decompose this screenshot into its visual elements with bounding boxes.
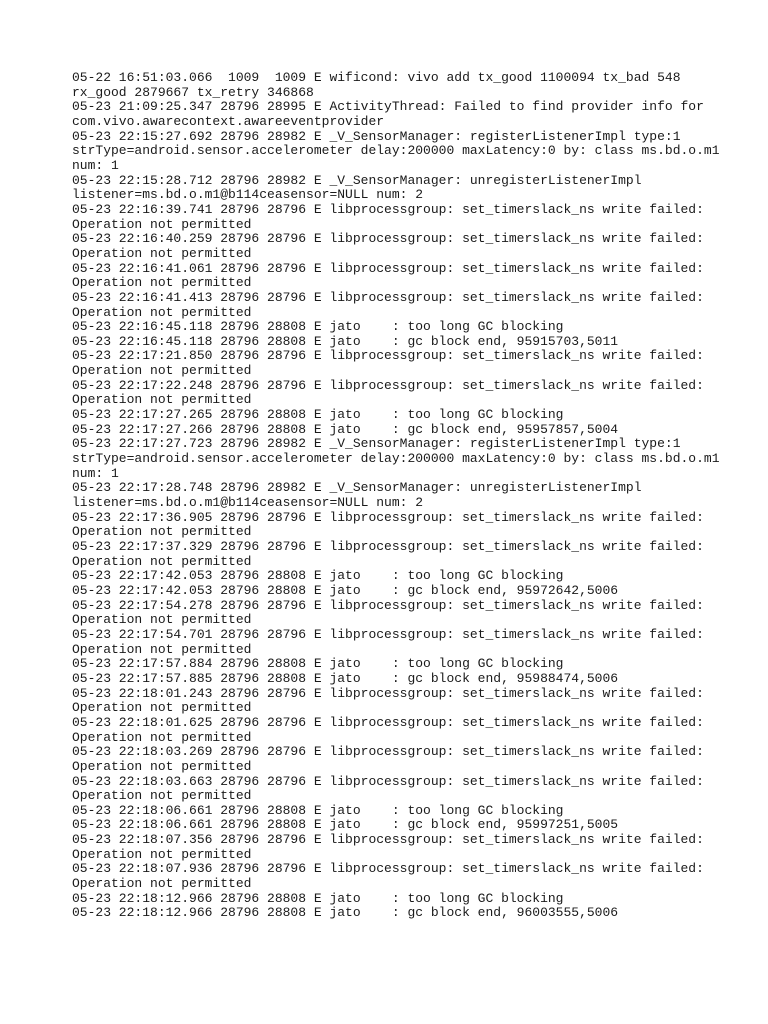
log-line: 05-23 22:16:41.061 28796 28796 E libprocessgroup: set_timerslack_ns write failed: <box>72 260 704 276</box>
log-line: Operation not permitted <box>72 612 252 628</box>
log-line: Operation not permitted <box>72 700 252 716</box>
log-line: 05-23 22:17:54.278 28796 28796 E libprocessgroup: set_timerslack_ns write failed: <box>72 597 704 613</box>
log-line: 05-23 22:18:01.243 28796 28796 E libprocessgroup: set_timerslack_ns write failed: <box>72 685 704 701</box>
log-line: 05-23 22:17:27.265 28796 28808 E jato : too long GC blocking <box>72 407 564 423</box>
log-line: Operation not permitted <box>72 758 252 774</box>
log-line: Operation not permitted <box>72 363 252 379</box>
log-line: 05-23 22:17:42.053 28796 28808 E jato : too long GC blocking <box>72 568 564 584</box>
log-line: Operation not permitted <box>72 641 252 657</box>
log-line: num: 1 <box>72 465 119 481</box>
log-line: 05-23 22:18:03.663 28796 28796 E libprocessgroup: set_timerslack_ns write failed: <box>72 773 704 789</box>
log-line: 05-23 22:16:45.118 28796 28808 E jato : gc block end, 95915703,5011 <box>72 333 619 349</box>
log-line: 05-23 22:17:37.329 28796 28796 E libprocessgroup: set_timerslack_ns write failed: <box>72 539 704 554</box>
log-line: 05-23 22:17:27.723 28796 28982 E _V_SensorManager: registerListenerImpl type:1 <box>72 436 681 452</box>
log-line: com.vivo.awarecontext.awareeventprovider <box>72 113 385 129</box>
log-line: Operation not permitted <box>72 553 252 569</box>
log-line: listener=ms.bd.o.m1@b114ceasensor=NULL num: 2 <box>72 495 424 511</box>
log-line: Operation not permitted <box>72 392 252 408</box>
log-line: Operation not permitted <box>72 275 252 291</box>
log-line: Operation not permitted <box>72 788 252 804</box>
log-line: 05-23 22:17:57.885 28796 28808 E jato : gc block end, 95988474,5006 <box>72 670 619 686</box>
log-line: strType=android.sensor.accelerometer delay:200000 maxLatency:0 by: class ms.bd.o.m1 <box>72 451 720 467</box>
log-line: Operation not permitted <box>72 729 252 745</box>
log-line: 05-23 22:17:54.701 28796 28796 E libprocessgroup: set_timerslack_ns write failed: <box>72 626 704 642</box>
log-line: Operation not permitted <box>72 216 252 232</box>
log-line: strType=android.sensor.accelerometer delay:200000 maxLatency:0 by: class ms.bd.o.m1 <box>72 143 720 159</box>
log-line: 05-23 22:17:36.905 28796 28796 E libprocessgroup: set_timerslack_ns write failed: <box>72 509 704 525</box>
log-line: 05-23 22:18:07.356 28796 28796 E libprocessgroup: set_timerslack_ns write failed: <box>72 832 704 848</box>
log-line: 05-23 22:18:06.661 28796 28808 E jato : too long GC blocking <box>72 802 564 818</box>
log-body <box>72 71 732 921</box>
log-line: 05-23 22:17:28.748 28796 28982 E _V_SensorManager: unregisterListenerImpl <box>72 480 642 496</box>
log-line: rx_good 2879667 tx_retry 346868 <box>72 84 314 100</box>
log-line: Operation not permitted <box>72 524 252 540</box>
log-line: 05-23 22:17:57.884 28796 28808 E jato : too long GC blocking <box>72 656 564 672</box>
log-line: 05-23 22:16:40.259 28796 28796 E libprocessgroup: set_timerslack_ns write failed: <box>72 231 704 247</box>
log-line: Operation not permitted <box>72 876 252 892</box>
log-line: 05-23 22:15:27.692 28796 28982 E _V_SensorManager: registerListenerImpl type:1 <box>72 128 681 144</box>
log-line: 05-23 22:15:28.712 28796 28982 E _V_SensorManager: unregisterListenerImpl <box>72 172 642 188</box>
log-document <box>72 71 732 921</box>
log-line: Operation not permitted <box>72 245 252 261</box>
log-line: 05-23 22:18:03.269 28796 28796 E libprocessgroup: set_timerslack_ns write failed: <box>72 744 704 760</box>
log-line: 05-23 22:18:12.966 28796 28808 E jato : gc block end, 96003555,5006 <box>72 905 619 921</box>
log-line: 05-23 22:17:21.850 28796 28796 E libprocessgroup: set_timerslack_ns write failed: <box>72 348 704 364</box>
log-line: 05-23 21:09:25.347 28796 28995 E ActivityThread: Failed to find provider info for <box>72 99 704 115</box>
log-line: 05-23 22:18:01.625 28796 28796 E libprocessgroup: set_timerslack_ns write failed: <box>72 714 704 730</box>
log-line: Operation not permitted <box>72 846 252 862</box>
log-line: listener=ms.bd.o.m1@b114ceasensor=NULL num: 2 <box>72 187 424 203</box>
log-line: 05-23 22:18:07.936 28796 28796 E libprocessgroup: set_timerslack_ns write failed: <box>72 861 704 877</box>
log-line: 05-23 22:18:12.966 28796 28808 E jato : too long GC blocking <box>72 890 564 906</box>
log-line: 05-23 22:17:27.266 28796 28808 E jato : gc block end, 95957857,5004 <box>72 421 619 437</box>
log-line: 05-22 16:51:03.066 1009 1009 E wificond: vivo add tx_good 1100094 tx_bad 548 <box>72 70 681 85</box>
log-line: 05-23 22:17:22.248 28796 28796 E libprocessgroup: set_timerslack_ns write failed: <box>72 377 704 393</box>
log-line: 05-23 22:18:06.661 28796 28808 E jato : gc block end, 95997251,5005 <box>72 817 619 833</box>
log-line: 05-23 22:17:42.053 28796 28808 E jato : gc block end, 95972642,5006 <box>72 582 619 598</box>
log-line: 05-23 22:16:41.413 28796 28796 E libprocessgroup: set_timerslack_ns write failed: <box>72 289 704 305</box>
log-line: 05-23 22:16:39.741 28796 28796 E libprocessgroup: set_timerslack_ns write failed: <box>72 201 704 217</box>
log-line: num: 1 <box>72 157 119 173</box>
log-line: 05-23 22:16:45.118 28796 28808 E jato : too long GC blocking <box>72 319 564 335</box>
log-line: Operation not permitted <box>72 304 252 320</box>
